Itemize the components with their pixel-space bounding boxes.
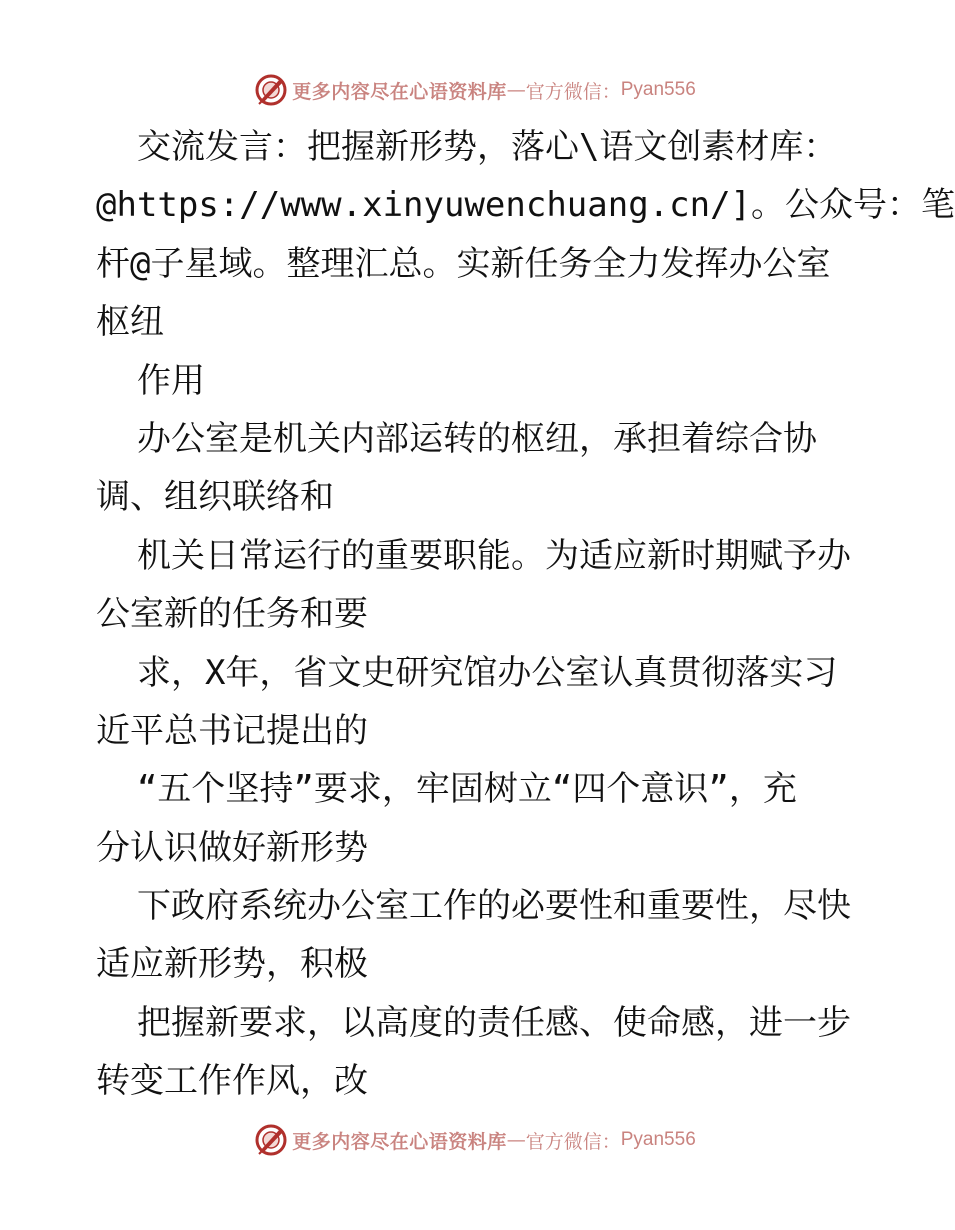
quill-seal-logo-icon — [254, 73, 288, 107]
document-body — [96, 118, 955, 1111]
banner-wechat-id: Pyan556 — [620, 79, 696, 100]
text-line: 作用 — [96, 360, 205, 401]
text-line: @https://www.xinyuwenchuang.cn/]。公众号：笔 — [96, 185, 955, 226]
text-line: 求，X年，省文史研究馆办公室认真贯彻落实习 — [96, 652, 838, 693]
text-line: 近平总书记提出的 — [96, 710, 368, 751]
banner-wechat-label: 官方微信： — [525, 1130, 621, 1153]
quill-seal-logo-icon — [254, 1123, 288, 1157]
banner-wechat-label: 官方微信： — [525, 80, 621, 103]
banner-site-text: 更多内容尽在心语资料库 — [292, 80, 507, 103]
banner-wechat-id: Pyan556 — [620, 1129, 696, 1150]
text-line: “五个坚持”要求，牢固树立“四个意识”，充 — [96, 769, 797, 810]
header-watermark-banner — [0, 70, 950, 110]
text-line: 适应新形势，积极 — [96, 944, 368, 985]
footer-watermark-banner — [0, 1120, 950, 1160]
banner-site-text: 更多内容尽在心语资料库 — [292, 1130, 507, 1153]
text-line: 把握新要求，以高度的责任感、使命感，进一步 — [96, 1002, 851, 1043]
banner-dash: — — [506, 1129, 526, 1151]
text-line: 下政府系统办公室工作的必要性和重要性，尽快 — [96, 886, 851, 927]
text-line: 转变工作作风，改 — [96, 1061, 368, 1102]
text-line: 枢纽 — [96, 302, 164, 343]
text-line: 交流发言：把握新形势，落心\语文创素材库： — [96, 127, 838, 167]
text-line: 分认识做好新形势 — [96, 827, 368, 868]
text-line: 公室新的任务和要 — [96, 594, 368, 635]
text-line: 杆@子星域。整理汇总。实新任务全力发挥办公室 — [96, 243, 831, 284]
text-line: 调、组织联络和 — [96, 477, 334, 518]
banner-dash: — — [506, 79, 526, 101]
text-line: 机关日常运行的重要职能。为适应新时期赋予办 — [96, 535, 851, 576]
text-line: 办公室是机关内部运转的枢纽，承担着综合协 — [96, 418, 817, 459]
